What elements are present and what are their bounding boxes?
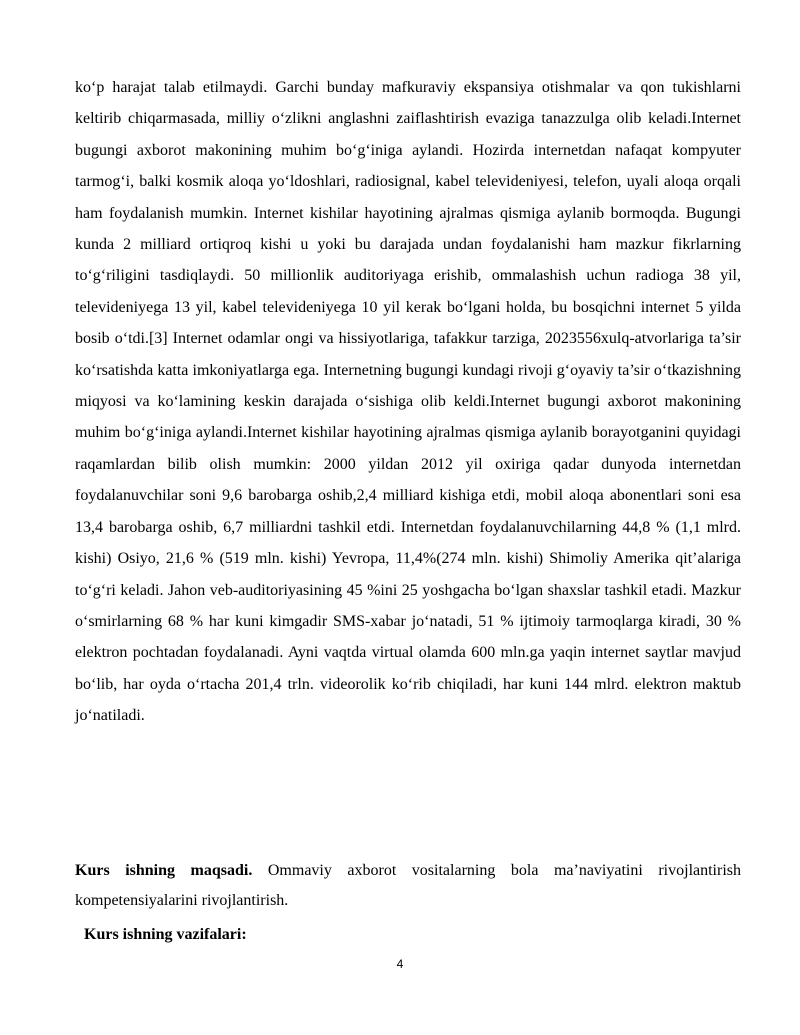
page-number: 4 (396, 957, 404, 971)
goal-text: Ommaviy axborot vositalarning bola ma’naviyatini rivojlantirish kompetensiyalarini rivojlantirish. (75, 862, 741, 909)
goal-label: Kurs ishning maqsadi. (75, 862, 253, 879)
tasks-heading: Kurs ishning vazifalari: (84, 926, 247, 943)
goal-paragraph (75, 856, 741, 916)
main-paragraph: ko‘p harajat talab etilmaydi. Garchi bunday mafkuraviy ekspansiya otishmalar va qon tukishlarni keltirib chiqarmasada, milliy o‘zlikni anglashni zaiflashtirish evaziga tanazzulga olib keladi.Internet bugungi axborot makonining muhim bo‘g‘iniga aylandi. Hozirda internetdan nafaqat kompyuter tarmog‘i, balki kosmik aloqa yo‘ldoshlari, radiosignal, kabel televideniyesi, telefon, uyali aloqa orqali ham foydalanish mumkin. Internet kishilar hayotining ajralmas qismiga aylanib bormoqda. Bugungi kunda 2 milliard ortiqroq kishi u yoki bu darajada undan foydalanishi ham mazkur fikrlarning to‘g‘riligini tasdiqlaydi. 50 millionlik auditoriyaga erishib, ommalashish uchun radioga 38 yil, televideniyega 13 yil, kabel televideniyega 10 yil kerak bo‘lgani holda, bu bosqichni internet 5 yilda bosib o‘tdi.[3] Internet odamlar ongi va hissiyotlariga, tafakkur tarziga, 2023556xulq-atvorlariga ta’sir ko‘rsatishda katta imkoniyatlarga ega. Internetning bugungi kundagi rivoji g‘oyaviy ta’sir o‘tkazishning miqyosi va ko‘lamining keskin darajada o‘sishiga olib keldi.Internet bugungi axborot makonining muhim bo‘g‘iniga aylandi.Internet kishilar hayotining ajralmas qismiga aylanib borayotganini quyidagi raqamlardan bilib olish mumkin: 2000 yildan 2012 yil oxiriga qadar dunyoda internetdan foydalanuvchilar soni 9,6 barobarga oshib,2,4 milliard kishiga etdi, mobil aloqa abonentlari soni esa 13,4 barobarga oshib, 6,7 milliardni tashkil etdi. Internetdan foydalanuvchilarning 44,8 % (1,1 mlrd. kishi) Osiyo, 21,6 % (519 mln. kishi) Yevropa, 11,4%(274 mln. kishi) Shimoliy Amerika qit’alariga to‘g‘ri keladi. Jahon veb-auditoriyasining 45 %ini 25 yoshgacha bo‘lgan shaxslar tashkil etadi. Mazkur o‘smirlarning 68 % har kuni kimgadir SMS-xabar jo‘natadi, 51 % ijtimoiy tarmoqlarga kiradi, 30 % elektron pochtadan foydalanadi. Ayni vaqtda virtual olamda 600 mln.ga yaqin internet saytlar mavjud bo‘lib, har oyda o‘rtacha 201,4 trln. videorolik ko‘rib chiqiladi, har kuni 144 mlrd. elektron maktub jo‘natiladi. (75, 79, 741, 725)
